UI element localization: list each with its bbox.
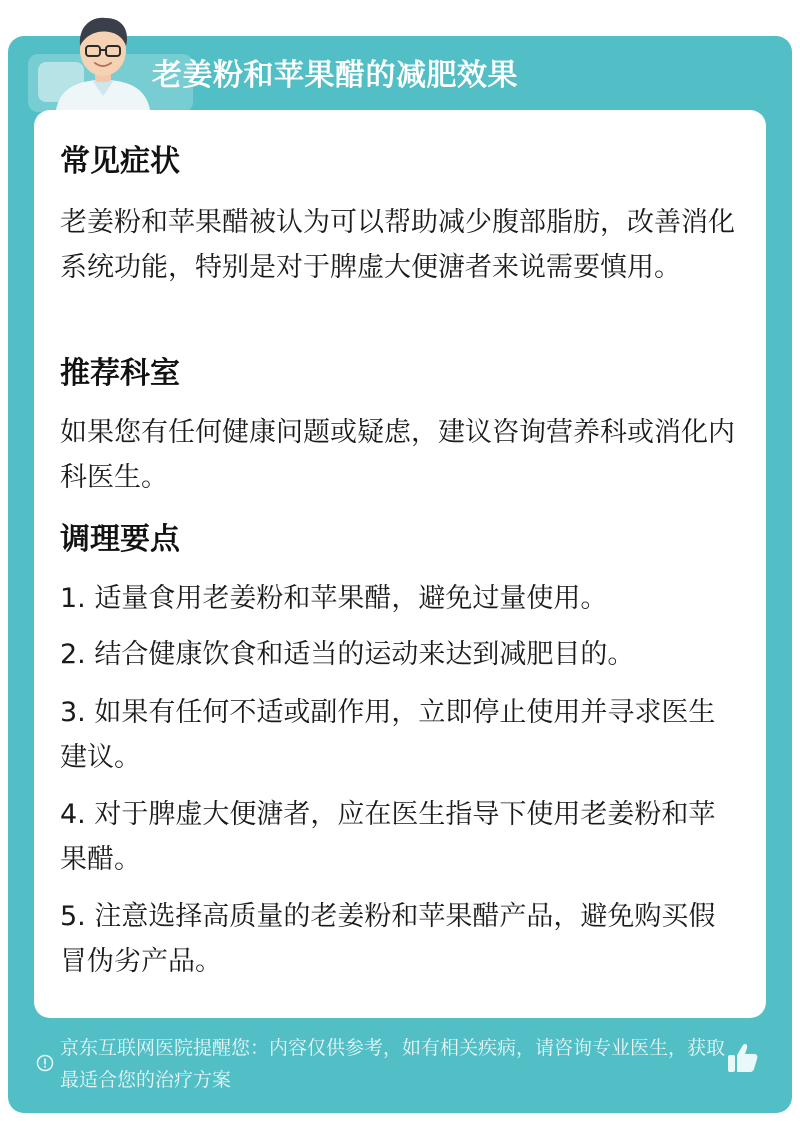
- section-title-department: 推荐科室: [60, 356, 180, 391]
- list-item: 2. 结合健康饮食和适当的运动来达到减肥目的。: [60, 639, 635, 670]
- list-item: 4. 对于脾虚大便溏者，应在医生指导下使用老姜粉和苹果醋。: [60, 799, 716, 875]
- page-title: 老姜粉和苹果醋的减肥效果: [152, 58, 518, 93]
- doctor-avatar: [48, 10, 158, 110]
- section-title-symptoms: 常见症状: [60, 144, 180, 179]
- list-item: 1. 适量食用老姜粉和苹果醋，避免过量使用。: [60, 583, 608, 614]
- info-icon: [36, 1054, 54, 1072]
- content-card: [34, 110, 766, 1018]
- list-item: 5. 注意选择高质量的老姜粉和苹果醋产品，避免购买假冒伪劣产品。: [60, 901, 716, 977]
- section-title-care-points: 调理要点: [60, 522, 180, 557]
- section-text-symptoms: 老姜粉和苹果醋被认为可以帮助减少腹部脂肪，改善消化系统功能，特别是对于脾虚大便溏者来说需要慎用。: [60, 207, 735, 283]
- list-item: 3. 如果有任何不适或副作用，立即停止使用并寻求医生建议。: [60, 697, 716, 773]
- footer-disclaimer: 京东互联网医院提醒您：内容仅供参考，如有相关疾病，请咨询专业医生，获取最适合您的治疗方案: [60, 1037, 726, 1091]
- advice-panel: [8, 36, 792, 1113]
- thumbs-up-icon[interactable]: [724, 1040, 760, 1076]
- section-text-department: 如果您有任何健康问题或疑虑，建议咨询营养科或消化内科医生。: [60, 417, 735, 493]
